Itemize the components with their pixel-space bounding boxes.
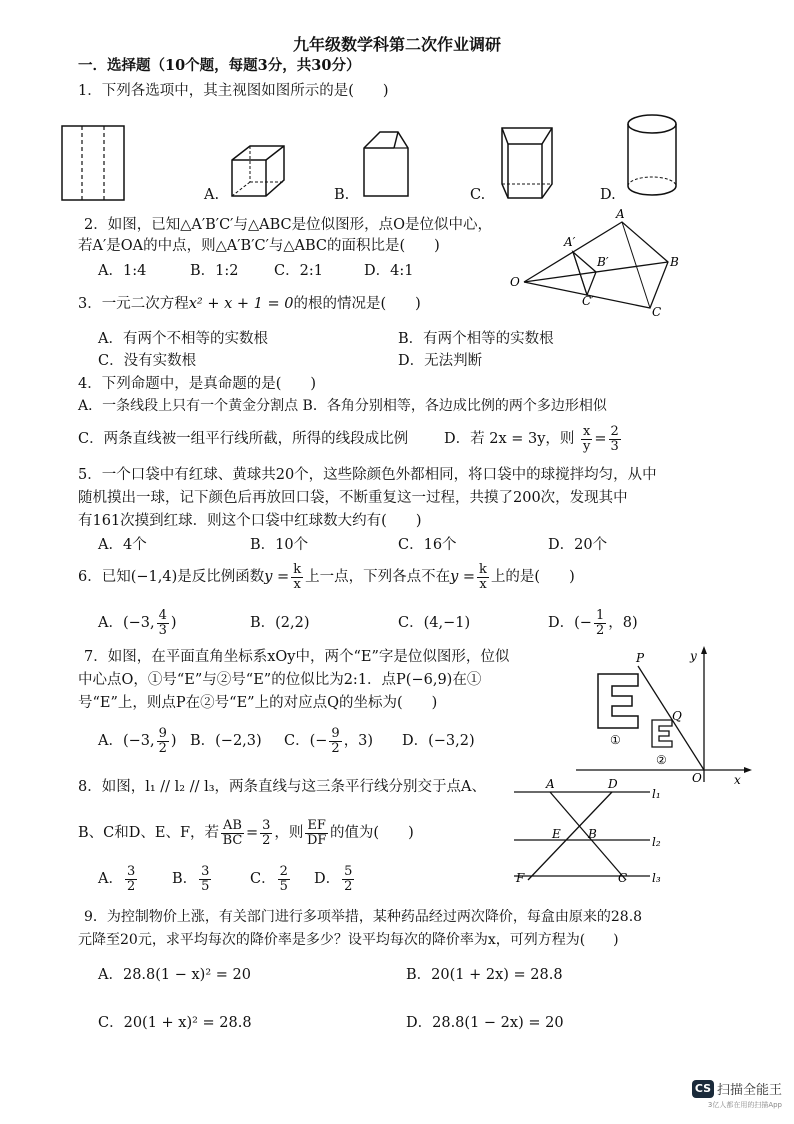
q8-line1: 8．如图，l₁ // l₂ // l₃，两条直线与这三条平行线分别交于点A、	[78, 779, 487, 795]
section-heading: 一．选择题（10个题，每题3分，共30分）	[78, 57, 361, 74]
q4-stem: 4．下列命题中，是真命题的是( )	[78, 376, 317, 392]
q6-option-c: C．(4,−1)	[398, 615, 471, 631]
q8-label-l2: l₂	[652, 835, 661, 849]
q6-option-d: D．(− $\frac{1}{2}$ ，8)	[548, 607, 638, 638]
q8-option-c: C． $\frac{2}{5}$	[250, 863, 288, 894]
q9-option-b: B．20(1 + 2x) = 28.8	[406, 967, 563, 983]
q3-option-a: A．有两个不相等的实数根	[98, 331, 268, 347]
q9-line2: 元降至20元，求平均每次的降价率是多少？设平均每次的降价率为x，可列方程为( )	[78, 932, 619, 948]
q6-k-over-x-2: $\frac{k}{x}$	[479, 561, 487, 592]
q8-label-a: A	[546, 777, 555, 791]
q7-option-a: A．(−3, $\frac{9}{2}$ )	[98, 725, 177, 756]
q7-line2: 中心点O，①号“E”与②号“E”的位似比为2:1．点P(−6,9)在①	[78, 672, 482, 688]
q4-d-fraction-23: $\frac{2}{3}$	[610, 423, 619, 454]
scanner-tagline: 3亿人都在用的扫描App	[707, 1101, 782, 1109]
q4-d-pre: D．若 2x = 3y，则	[444, 431, 575, 447]
q7-option-c: C．(− $\frac{9}{2}$ ，3)	[284, 725, 374, 756]
q3-stem-pre: 3．一元二次方程	[78, 296, 189, 312]
q2-label-a-prime: A′	[564, 235, 576, 249]
q2-label-b-prime: B′	[597, 255, 609, 269]
q7-option-d: D．(−3,2)	[402, 733, 475, 749]
q4-option-d: D．若 2x = 3y，则 $\frac{x}{y}$ = $\frac{2}{3}$	[444, 423, 619, 454]
q8-option-d: D． $\frac{5}{2}$	[314, 863, 353, 894]
q2-option-a: A．1:4	[98, 263, 147, 279]
q6-option-b: B．(2,2)	[250, 615, 310, 631]
q8-line2: B、C和D、E、F，若 $\frac{AB}{BC}$ = $\frac{3}{2}$ ，则 $\frac{EF}{DF}$ 的值为( )	[78, 817, 414, 848]
q9-option-a: A．28.8(1 − x)² = 20	[98, 967, 251, 983]
q8-ef-over-df: $\frac{EF}{DF}$	[306, 817, 327, 848]
q4-d-fraction-xy: $\frac{x}{y}$	[583, 423, 591, 454]
scanner-logo-icon: CS	[692, 1080, 714, 1098]
scanner-app-name: 扫描全能王	[716, 1083, 782, 1098]
q5-line3: 有161次摸到红球．则这个口袋中红球数大约有( )	[78, 513, 422, 529]
q7-line3: 号“E”上，则点P在②号“E”上的对应点Q的坐标为( )	[78, 695, 438, 711]
page-title: 九年级数学科第二次作业调研	[292, 35, 501, 54]
q3-option-b: B．有两个相等的实数根	[398, 331, 554, 347]
q1-option-b-figure	[360, 128, 412, 200]
q5-line2: 随机摸出一球，记下颜色后再放回口袋，不断重复这一过程，共摸了200次，发现其中	[78, 490, 628, 506]
q2-option-c: C．2:1	[274, 263, 323, 279]
q2-label-c: C	[652, 305, 662, 319]
q8-option-a: A． $\frac{3}{2}$	[98, 863, 136, 894]
q9-line1: 9．为控制物价上涨，有关部门进行多项举措，某种药品经过两次降价，每盒由原来的28.8	[84, 909, 643, 925]
q3-equation: x² + x + 1 = 0	[188, 296, 294, 312]
q5-line1: 5．一个口袋中有红球、黄球共20个，这些除颜色外都相同，将口袋中的球搅拌均匀，从中	[78, 467, 657, 483]
q7-option-b: B．(−2,3)	[190, 733, 262, 749]
q3-stem	[78, 295, 421, 313]
q1-option-a-cube	[228, 142, 288, 200]
q8-label-l3: l₃	[652, 871, 661, 885]
q2-line2: 若A′是OA的中点，则△A′B′C′与△ABC的面积比是( )	[78, 238, 440, 254]
q1-option-a: A.	[204, 187, 220, 203]
q3-option-c: C．没有实数根	[98, 353, 197, 369]
q6-option-a: A．(−3, $\frac{4}{3}$ )	[98, 607, 177, 638]
q9-option-d: D．28.8(1 − 2x) = 20	[406, 1015, 564, 1031]
q4-option-c: C．两条直线被一组平行线所截，所得的线段成比例	[78, 431, 409, 447]
q8-parallel-lines-figure	[510, 778, 690, 890]
q2-label-b: B	[670, 255, 679, 269]
q5-option-b: B．10个	[250, 537, 309, 553]
q3-option-d: D．无法判断	[398, 353, 483, 369]
q1-stem: 1．下列各选项中，其主视图如图所示的是( )	[78, 83, 389, 99]
q7-line1: 7．如图，在平面直角坐标系xOy中，两个“E”字是位似图形，位似	[84, 649, 510, 665]
q4-options-ab: A．一条线段上只有一个黄金分割点 B．各角分别相等，各边成比例的两个多边形相似	[78, 398, 607, 414]
q9-option-c: C．20(1 + x)² = 28.8	[98, 1015, 252, 1031]
q8-ab-over-bc: $\frac{AB}{BC}$	[222, 817, 243, 848]
q1-option-d-cylinder	[624, 112, 680, 200]
q6-k-over-x: $\frac{k}{x}$	[293, 561, 302, 592]
q7-label-o: O	[692, 771, 702, 785]
q5-option-d: D．20个	[548, 537, 608, 553]
q2-option-d: D．4:1	[364, 263, 414, 279]
q8-label-f: F	[516, 871, 525, 885]
q1-option-b: B.	[334, 187, 350, 203]
q8-label-d: D	[608, 777, 618, 791]
q6-stem: 6．已知(−1,4)是反比例函数y = $\frac{k}{x}$ 上一点，下列各点不在y = $\frac{k}{x}$ 上的是( )	[78, 561, 575, 592]
q7-label-q: Q	[672, 709, 682, 723]
q1-option-d: D.	[600, 187, 616, 203]
q7-label-one: ①	[610, 733, 621, 747]
q1-main-view-figure	[60, 124, 130, 204]
q2-option-b: B．1:2	[190, 263, 239, 279]
q7-label-p: P	[636, 651, 645, 665]
q7-coordinate-figure	[576, 646, 756, 786]
q8-label-b: B	[588, 827, 597, 841]
q2-line1: 2．如图，已知△A′B′C′与△ABC是位似图形，点O是位似中心，	[84, 217, 493, 233]
q8-option-b: B． $\frac{3}{5}$	[172, 863, 210, 894]
q1-option-c: C.	[470, 187, 486, 203]
q7-label-y: y	[690, 649, 697, 663]
q8-label-c: C	[618, 871, 628, 885]
scanner-watermark	[692, 1078, 782, 1110]
q7-label-two: ②	[656, 753, 667, 767]
q2-label-a: A	[616, 207, 625, 221]
q2-label-o: O	[510, 275, 520, 289]
q1-option-c-prism	[498, 124, 558, 202]
q2-similar-triangles-figure	[510, 208, 700, 318]
q8-label-e: E	[552, 827, 561, 841]
q3-stem-post: 的根的情况是( )	[293, 296, 421, 312]
q2-label-c-prime: C′	[582, 294, 594, 308]
q5-option-a: A．4个	[98, 537, 147, 553]
q5-option-c: C．16个	[398, 537, 457, 553]
q8-label-l1: l₁	[652, 787, 661, 801]
q7-label-x: x	[734, 773, 741, 787]
